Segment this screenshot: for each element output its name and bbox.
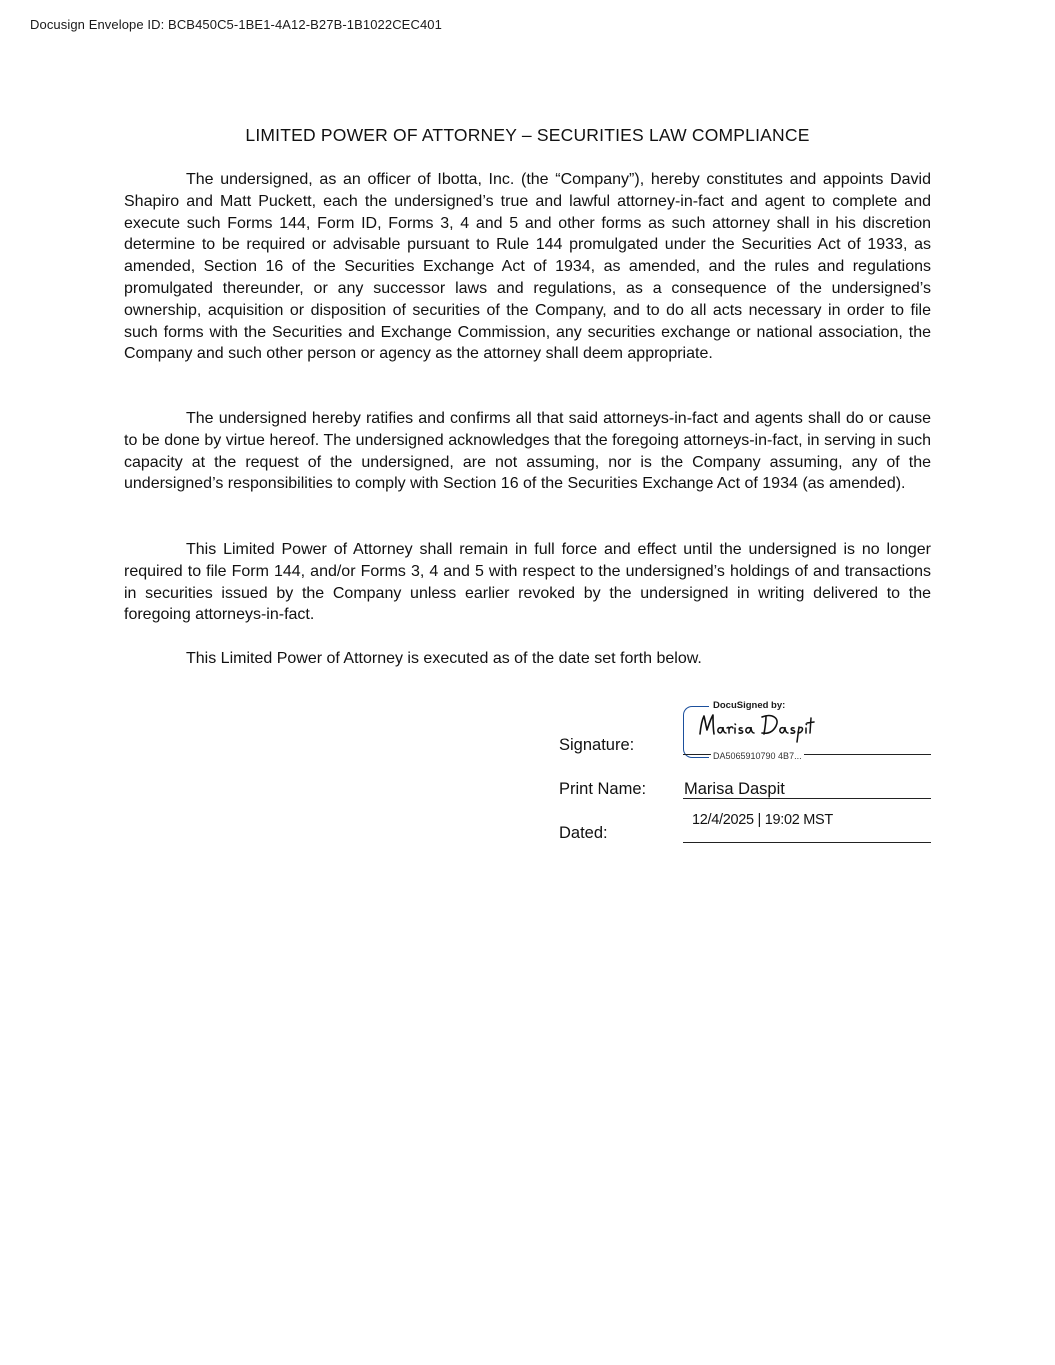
docusign-hash: DA5065910790 4B7... bbox=[713, 751, 802, 761]
signature-label: Signature: bbox=[559, 736, 635, 754]
print-name-value: Marisa Daspit bbox=[684, 780, 785, 798]
handwritten-signature bbox=[696, 710, 816, 746]
docusign-header: DocuSigned by: bbox=[713, 700, 786, 711]
print-name-label: Print Name: bbox=[559, 780, 647, 798]
print-name-line bbox=[683, 798, 931, 799]
document-title: LIMITED POWER OF ATTORNEY – SECURITIES LAW COMPLIANCE bbox=[245, 125, 810, 145]
dated-label: Dated: bbox=[559, 824, 608, 842]
dated-value: 12/4/2025 | 19:02 MST bbox=[692, 812, 833, 828]
paragraph-execution: This Limited Power of Attorney is executed as of the date set forth below. bbox=[186, 650, 702, 667]
paragraph-ratification: The undersigned hereby ratifies and confirms all that said attorneys-in-fact and agents shall do or cause to be done by virtue hereof. The undersigned acknowledges that the foregoing attorneys-in-fact, in serving in such capacity at the request of the undersigned, are not assuming, nor is the Company assuming, any of the undersigned’s responsibilities to comply with Section 16 of the Securities Exchange Act of 1934 (as amended). bbox=[124, 410, 931, 493]
dated-line bbox=[683, 842, 931, 843]
paragraph-appointment: The undersigned, as an officer of Ibotta, Inc. (the “Company”), hereby constitutes and appoints David Shapiro and Matt Puckett, each the undersigned’s true and lawful attorney-in-fact and agent to complete and execute such Forms 144, Form ID, Forms 3, 4 and 5 and other forms as such attorney shall in his discretion determine to be required or advisable pursuant to Rule 144 promulgated under the Securities Act of 1933, as amended, Section 16 of the Securities Exchange Act of 1934, as amended, and the rules and regulations promulgated thereunder, or any successor laws and regulations, as a consequence of the undersigned’s ownership, acquisition or disposition of securities of the Company, and to do all acts necessary in order to file such forms with the Securities and Exchange Commission, any securities exchange or national association, the Company and such other person or agency as the attorney shall deem appropriate. bbox=[124, 171, 931, 363]
paragraph-duration: This Limited Power of Attorney shall remain in full force and effect until the undersigned is no longer required to file Form 144, and/or Forms 3, 4 and 5 with respect to the undersigned’s holdings of and transactions in securities issued by the Company unless earlier revoked by the undersigned in writing delivered to the foregoing attorneys-in-fact. bbox=[124, 541, 931, 624]
docusign-envelope-id: Docusign Envelope ID: BCB450C5-1BE1-4A12-B27B-1B1022CEC401 bbox=[30, 17, 442, 32]
